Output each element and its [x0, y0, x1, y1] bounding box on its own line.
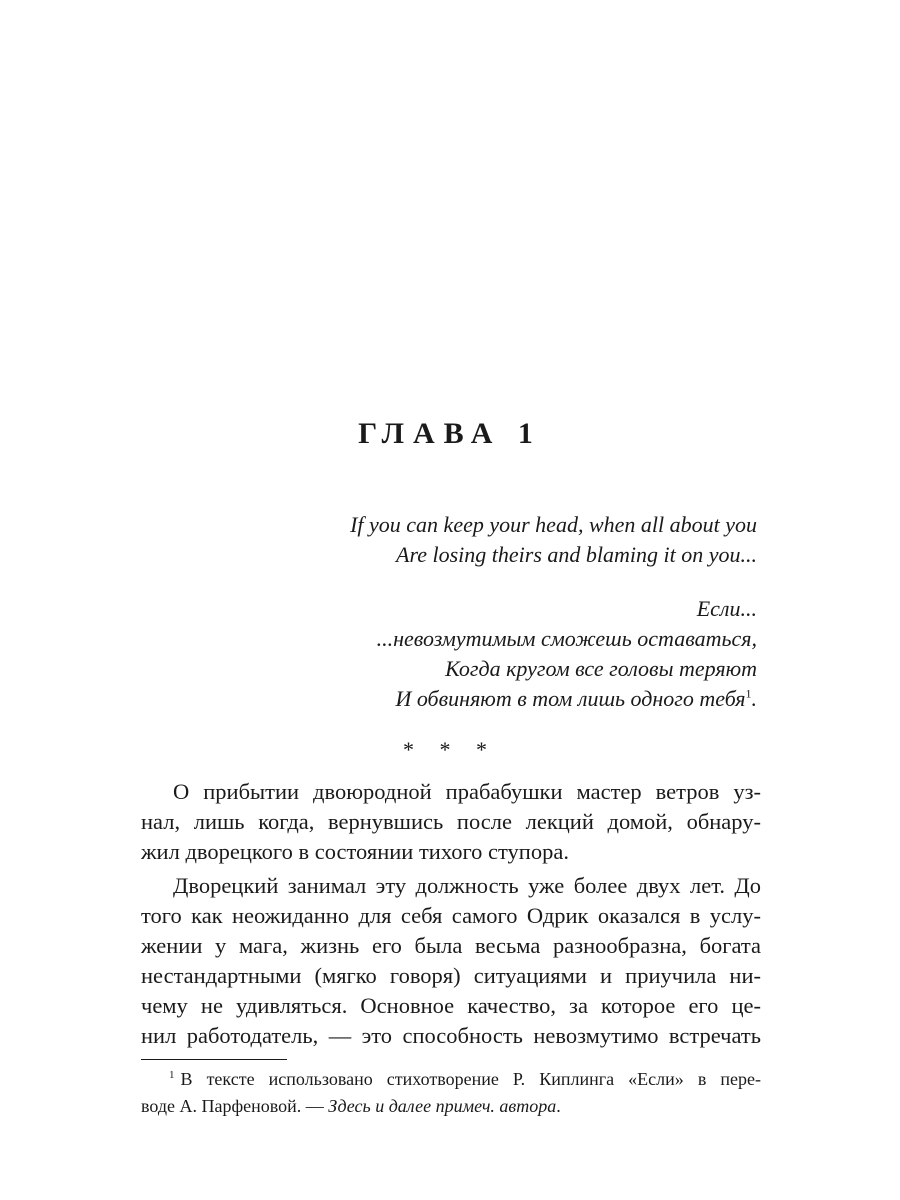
body-line: жении у мага, жизнь его была весьма разнообразна, богата	[141, 933, 761, 958]
body-line: нал, лишь когда, вернувшись после лекций домой, обнару-	[141, 809, 761, 834]
epigraph-ru-line-2: ...невозмутимым сможешь оставаться,	[376, 626, 757, 651]
chapter-title: ГЛАВА 1	[358, 417, 542, 450]
footnote	[141, 1066, 761, 1120]
footnote-mark: 1	[169, 1069, 175, 1081]
epigraph-end-punct: .	[751, 686, 757, 711]
epigraph-ru-line-3: Когда кругом все головы теряют	[445, 656, 757, 681]
footnote-divider	[141, 1059, 287, 1060]
epigraph-ru-line-4	[257, 684, 757, 714]
paragraph-2	[141, 871, 761, 1051]
footnote-reference[interactable]: 1	[745, 686, 752, 701]
footnote-author-note: Здесь и далее примеч. автора	[328, 1096, 557, 1116]
body-line: нестандартными (мягко говоря) ситуациями и приучила ни-	[141, 963, 761, 988]
footnote-line-1	[141, 1066, 761, 1093]
section-separator: * * *	[403, 737, 497, 762]
body-line: чему не удивляться. Основное качество, за которое его це-	[141, 993, 761, 1018]
footnote-text-1: В тексте использовано стихотворение Р. Киплинга «Если» в пере-	[180, 1069, 761, 1089]
epigraph-russian	[257, 594, 757, 714]
body-text	[141, 777, 761, 1055]
footnote-end: .	[556, 1096, 561, 1116]
body-line: Дворецкий занимал эту должность уже более двух лет. До	[173, 873, 761, 898]
footnote-line-2	[141, 1093, 761, 1120]
epigraph-ru-line-4-text: И обвиняют в том лишь одного тебя	[395, 686, 746, 711]
epigraph-english	[257, 510, 757, 570]
footnote-text-2: воде А. Парфеновой. —	[141, 1096, 329, 1116]
epigraph-en-line-1: If you can keep your head, when all about you	[350, 512, 757, 537]
body-line: того как неожиданно для себя самого Одрик оказался в услу-	[141, 903, 761, 928]
paragraph-1	[141, 777, 761, 867]
body-line: нил работодатель, — это способность невозмутимо встречать	[141, 1023, 761, 1048]
body-line: жил дворецкого в состоянии тихого ступора.	[141, 839, 569, 864]
epigraph-en-line-2: Are losing theirs and blaming it on you...	[396, 542, 757, 567]
body-line: О прибытии двоюродной прабабушки мастер ветров уз-	[173, 779, 761, 804]
epigraph-ru-line-1: Если...	[696, 596, 757, 621]
